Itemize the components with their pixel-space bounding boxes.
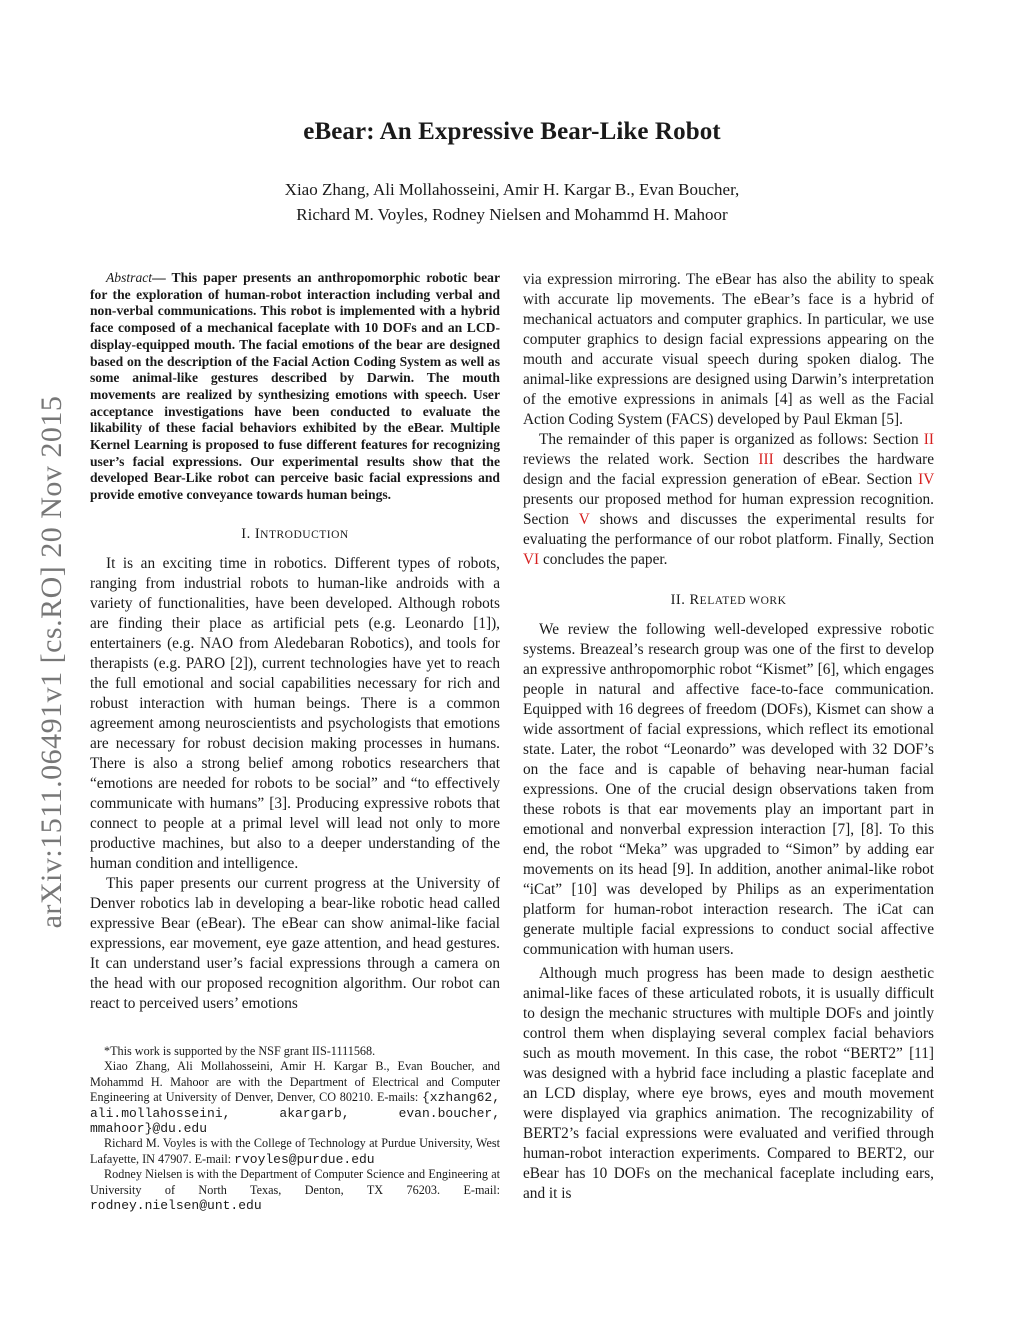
author-list (0, 177, 1024, 227)
abstract-label: Abstract (106, 270, 153, 285)
intro-paragraph-1: It is an exciting time in robotics. Different types of robots, ranging from industrial robots to human-like androids with a variety of functionalities, have been developed. Although robots are finding their place as artificial pets (e.g. Leonardo [1]), entertainers (e.g. NAO from Aledebaran Robotics), and tools for therapists (e.g. PARO [2]), current technologies have yet to reach the full emotional and social capabilities necessary for rich and robust interaction with human beings. There is a common agreement among neuroscientists and psychologists that emotions are necessary for robust decision making processes in humans. There is also a strong belief among robotics researchers that “emotions are needed for robots to be social” and “to effectively communicate with humans” [3]. Producing expressive robots that connect to people at a primal level will lead not only to more productive machines, but also to a deeper understanding of the human condition and intelligence. (90, 554, 500, 872)
section-ref-vi[interactable]: VI (523, 551, 540, 568)
related-paragraph-1: We review the following well-developed expressive robotic systems. Breazeal’s research group was one of the first to develop an expressive anthropomorphic robot “Kismet” [6], which engages people in natural and affective face-to-face communication. Equipped with 16 degrees of freedom (DOFs), Kismet can show a wide assortment of facial expressions, which reflect its emotional state. Later, the robot “Leonardo” was developed with 32 DOF’s on the face and is capable of behaving near-human facial expressions. One of the crucial design observations taken from these robots is that ear movements play an important part in emotional and nonverbal expression interaction [7], [8]. To this end, the robot “Meka” was upgraded to “Simon” by adding ear movements on its head [9]. In addition, another animal-like robot “iCat” [10] was developed by Philips as an experimentation platform for human-robot interaction research. The iCat can generate multiple facial expressions to conduct social affective communication with human users. (523, 621, 934, 958)
section-ref-iii[interactable]: III (758, 451, 774, 468)
paper-title: eBear: An Expressive Bear-Like Robot (303, 118, 721, 145)
abstract (90, 270, 500, 504)
author-line-2: Richard M. Voyles, Rodney Nielsen and Mohammd H. Mahoor (296, 205, 728, 224)
section-ref-v[interactable]: V (578, 511, 590, 528)
right-column (523, 270, 934, 1204)
footnote-affiliation-unt: Rodney Nielsen is with the Department of Computer Science and Engineering at University of North Texas, Denton, TX 76203. E-mail: rodney.nielsen@unt.edu (90, 1167, 500, 1214)
intro-paragraph-3: via expression mirroring. The eBear has also the ability to speak with accurate lip movements. The eBear’s face is a hybrid of mechanical actuators and computer graphics. In particular, we use computer graphics to design facial expressions appearing on the mouth and accurate visual speech during spoken dialog. The animal-like expressions are designed using Darwin’s interpretation of the emotive expressions in animals [4] as well as the Facial Action Coding System (FACS) developed by Paul Ekman [5]. (523, 271, 934, 428)
email-unt[interactable]: rodney.nielsen@unt.edu (90, 1198, 262, 1214)
section-heading-introduction: I. INTRODUCTION (241, 525, 349, 542)
left-column (90, 270, 500, 1014)
intro-paragraph-organization: The remainder of this paper is organized as follows: Section II reviews the related work. Section III describes the hardware design and the facial expression generation of eBear. Section IV presents our proposed method for human expression recognition. Section V shows and discusses the experimental results for evaluating the performance of our robot platform. Finally, Section VI concludes the paper. (523, 431, 934, 568)
footnotes (90, 1044, 500, 1213)
section-ref-iv[interactable]: IV (918, 471, 934, 488)
footnote-affiliation-du: Xiao Zhang, Ali Mollahosseini, Amir H. Kargar B., Evan Boucher, and Mohammd H. Mahoor are with the Department of Electrical and Computer Engineering at University of Denver, Denver, CO 80210. E-mails: {xzhang62, ali.mollahosseini, akargarb, evan.boucher, mmahoor}@du.edu (90, 1059, 500, 1137)
email-purdue[interactable]: rvoyles@purdue.edu (234, 1151, 375, 1167)
arxiv-identifier[interactable]: arXiv:1511.06491v1 [cs.RO] 20 Nov 2015 (35, 395, 68, 929)
footnote-funding: *This work is supported by the NSF grant IIS-1111568. (104, 1044, 376, 1058)
abstract-text: — This paper presents an anthropomorphic robotic bear for the exploration of human-robot interaction including verbal and non-verbal communications. This robot is implemented with a hybrid face composed of a mechanical faceplate with 10 DOFs and an LCD-display-equipped mouth. The facial emotions of the bear are designed based on the description of the Facial Action Coding System as well as some animal-like gestures described by Darwin. The mouth movements are realized by synthesizing emotions with speech. User acceptance investigations have been conducted to evaluate the likability of these facial behaviors exhibited by the eBear. Multiple Kernel Learning is proposed to fuse different features for recognizing user’s facial expressions. Our experimental results show that the developed Bear-Like robot can perceive basic facial expressions and provide emotive conveyance towards human beings. (90, 270, 500, 503)
footnote-affiliation-purdue: Richard M. Voyles is with the College of Technology at Purdue University, West Lafayette, IN 47907. E-mail: rvoyles@purdue.edu (90, 1136, 500, 1167)
section-ref-ii[interactable]: II (923, 431, 934, 448)
author-line-1: Xiao Zhang, Ali Mollahosseini, Amir H. Kargar B., Evan Boucher, (284, 180, 740, 199)
email-du[interactable]: {xzhang62, ali.mollahosseini, akargarb, evan.boucher, mmahoor}@du.edu (90, 1090, 500, 1137)
section-heading-related-work: II. RELATED WORK (670, 592, 787, 608)
intro-paragraph-2: This paper presents our current progress at the University of Denver robotics lab in developing a bear-like robotic head called expressive Bear (eBear). The eBear can show animal-like facial expressions, ear movement, eye gaze attention, and head gestures. It can understand user’s facial expressions through a camera on the head with our proposed recognition algorithm. Our robot can react to perceived users’ emotions (90, 874, 500, 1012)
related-paragraph-2: Although much progress has been made to design aesthetic animal-like faces of these articulated robots, it is usually difficult to design the mechanic structures with multiple DOFs and jointly control them when displaying several complex facial behaviors such as mouth movement. In this case, the robot “BERT2” [11] was designed with a hybrid face including a plastic faceplate and an LCD display, where eye brows, eyes and mouth movement were displayed via graphics animation. The recognizability of BERT2’s facial expressions were evaluated and verified through human-robot interaction experiments. Compared to BERT2, our eBear has 10 DOFs on the mechanical faceplate including ears, and it is (523, 965, 934, 1202)
